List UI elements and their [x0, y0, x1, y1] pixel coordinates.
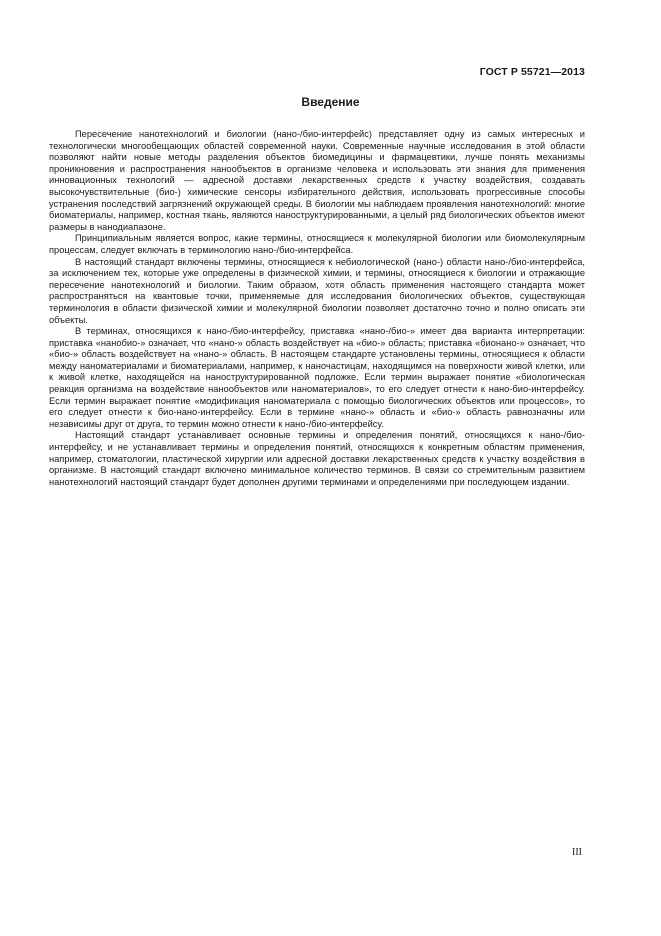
paragraph-2: Принципиальным является вопрос, какие термины, относящиеся к молекулярной биологии или биомолекулярным процессам, следует включать в терминологию нано-/био-интерфейса.: [49, 233, 585, 255]
body-text: [49, 129, 585, 488]
paragraph-5: Настоящий стандарт устанавливает основные термины и определения понятий, относящихся к нано-/био-интерфейсу, и не устанавливает термины и определения понятий, относящихся к конкретным областям применения, например, стоматологии, пластической хирургии или адресной доставки лекарственных средств к участку воздействия в организме. В настоящий стандарт включено минимальное количество терминов. В связи со стремительным развитием нанотехнологий настоящий стандарт будет дополнен другими терминами и определениями при последующем издании.: [49, 430, 585, 487]
section-title: Введение: [301, 95, 360, 109]
paragraph-4: В терминах, относящихся к нано-/био-интерфейсу, приставка «нано-/био-» имеет два варианта интерпретации: приставка «нанобио-» означает, что «нано-» область воздействует на «био-» область; приставка «бионано-» означает, что «био-» область воздействует на «нано-» область. В настоящем стандарте установлены термины, относящиеся к области между наноматериалами и биоматериалами, например, к наночастицам, находящимся на поверхности живой клетки, или к живой клетке, находящейся на наноструктурированной подложке. Если термин выражает понятие «биологическая реакция организма на воздействие нанообъектов или наноматериалов», то его следует отнести к нано-био-интерфейсу. Если термин выражает понятие «модификация наноматериала с помощью биологических объектов или процессов», то его следует отнести к био-нано-интерфейсу. Если в термине «нано-» область и «био-» область равнозначны или независимы друг от друга, то термин можно отнести к нано-/био-интерфейсу.: [49, 326, 585, 429]
paragraph-3: В настоящий стандарт включены термины, относящиеся к небиологической (нано-) области нано-/био-интерфейса, за исключением тех, которые уже определены в физической химии, и термины, относящиеся к биологии и отражающие пересечение нанотехнологий и биологии. Таким образом, хотя область применения настоящего стандарта может распространяться на квантовые точки, применяемые для исследования биологических объектов, существующая терминология в области физической химии и молекулярной биологии позволяет достаточно точно и полно описать эти объекты.: [49, 256, 585, 325]
paragraph-1: Пересечение нанотехнологий и биологии (нано-/био-интерфейс) представляет одну из самых интересных и технологически многообещающих областей современной науки. Современные научные исследования в этой области позволяют найти новые методы разделения объектов биомедицины и фармацевтики, лучше понять механизмы проникновения и распространения нанообъектов в организме человека и использовать эти знания для применения инновационных технологий — адресной доставки лекарственных средств к участку воздействия, создавать высокочувствительные (био-) химические сенсоры избирательного действия, использовать прогрессивные способы устранения последствий загрязнений окружающей среды. В биологии мы наблюдаем проявления нанотехнологий: многие биоматериалы, например, костная ткань, являются наноструктурированными, а целый ряд биологических объектов имеют размеры в нанодиапазоне.: [49, 129, 585, 232]
page-number: III: [572, 847, 582, 858]
document-code-header: ГОСТ Р 55721—2013: [479, 66, 585, 78]
